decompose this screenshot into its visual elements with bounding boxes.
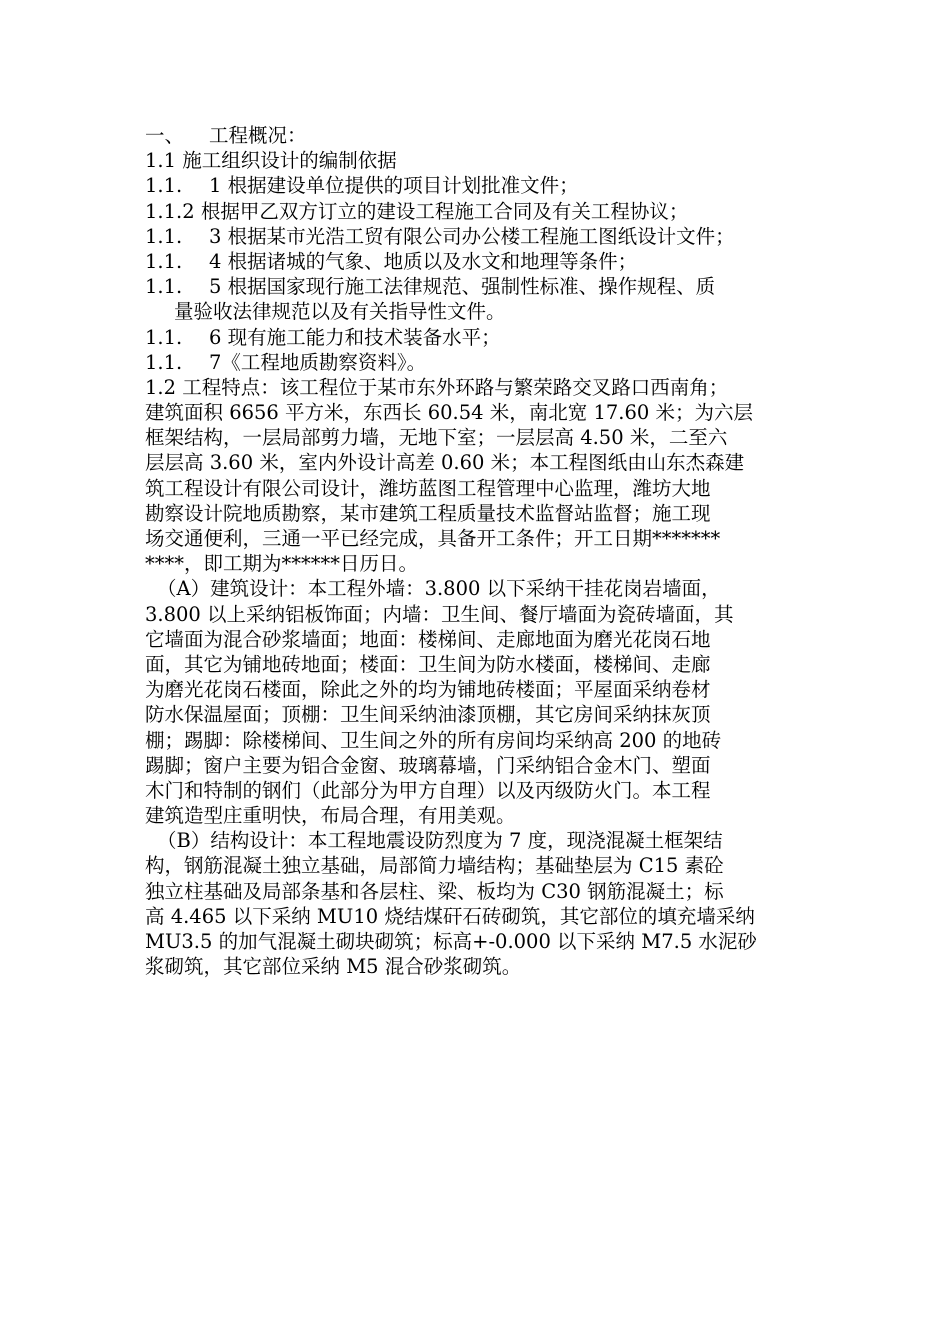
paragraph-architectural-design (145, 576, 810, 828)
paragraph-line: 浆砌筑，其它部位采纳 M5 混合砂浆砌筑。 (145, 955, 522, 979)
paragraph-line: 1.2 工程特点：该工程位于某市东外环路与繁荣路交叉路口西南角； (145, 375, 729, 399)
list-item (145, 199, 810, 224)
item-text: 4 根据诸城的气象、地质以及水文和地理等条件； (209, 249, 638, 273)
paragraph-line: 木门和特制的钢们（此部分为甲方自理）以及丙级防火门。本工程 (145, 778, 711, 802)
item-number: 1.1. (145, 249, 183, 273)
paragraph-line: 独立柱基础及局部条基和各层柱、梁、板均为 C30 钢筋混凝土；标 (145, 879, 724, 903)
heading-line (145, 123, 810, 148)
list-item (145, 249, 810, 274)
paragraph-line: 棚；踢脚：除楼梯间、卫生间之外的所有房间均采纳高 200 的地砖 (145, 728, 722, 752)
item-number: 1.1. (145, 275, 183, 299)
paragraph-line: 防水保温屋面；顶棚：卫生间采纳油漆顶棚，其它房间采纳抹灰顶 (145, 703, 711, 727)
paragraph-line: 高 4.465 以下采纳 MU10 烧结煤矸石砖砌筑，其它部位的填充墙采纳 (145, 904, 755, 928)
section-title: 1.1 施工组织设计的编制依据 (145, 149, 397, 173)
list-item (145, 274, 810, 299)
item-number: 1.1. (145, 174, 183, 198)
paragraph-line: 3.800 以上采纳铝板饰面；内墙：卫生间、餐厅墙面为瓷砖墙面，其 (145, 602, 734, 626)
paragraph-line: 建筑造型庄重明快，布局合理，有用美观。 (145, 804, 516, 828)
paragraph-line: 为磨光花岗石楼面，除此之外的均为铺地砖楼面；平屋面采纳卷材 (145, 678, 711, 702)
paragraph-project-features (145, 375, 810, 577)
paragraph-line: （B）结构设计：本工程地震设防烈度为 7 度，现浇混凝土框架结 (157, 829, 723, 853)
item-text: 5 根据国家现行施工法律规范、强制性标准、操作规程、质 (209, 275, 716, 299)
heading-number: 一、 (145, 124, 185, 147)
paragraph-line: 层层高 3.60 米，室内外设计高差 0.60 米；本工程图纸由山东杰森建 (145, 451, 745, 475)
paragraph-line: 面，其它为铺地砖地面；楼面：卫生间为防水楼面，楼梯间、走廊 (145, 652, 711, 676)
document-body (145, 123, 810, 979)
list-item (145, 224, 810, 249)
item-number: 1.1. (145, 350, 183, 374)
item-number: 1.1. (145, 325, 183, 349)
item-text: 1.1.2 根据甲乙双方订立的建设工程施工合同及有关工程协议； (145, 199, 689, 223)
paragraph-line: 构，钢筋混凝土独立基础，局部简力墙结构；基础垫层为 C15 素砼 (145, 854, 724, 878)
heading-text: 工程概况： (209, 124, 307, 147)
list-item-continuation: 量验收法律规范以及有关指导性文件。 (174, 300, 506, 324)
paragraph-line: ****，即工期为******日历日。 (145, 552, 419, 576)
paragraph-line: 筑工程设计有限公司设计，潍坊蓝图工程管理中心监理，潍坊大地 (145, 476, 711, 500)
paragraph-line: 场交通便利，三通一平已经完成，具备开工条件；开工日期******* (145, 527, 721, 550)
list-item (145, 173, 810, 198)
paragraph-line: （A）建筑设计：本工程外墙：3.800 以下采纳干挂花岗岩墙面， (157, 577, 721, 601)
item-number: 1.1. (145, 224, 183, 248)
item-text: 1 根据建设单位提供的项目计划批准文件； (209, 174, 579, 198)
item-text: 3 根据某市光浩工贸有限公司办公楼工程施工图纸设计文件； (209, 224, 735, 248)
list-item (145, 325, 810, 350)
paragraph-line: 建筑面积 6656 平方米，东西长 60.54 米，南北宽 17.60 米；为六层 (145, 401, 753, 425)
list-item (145, 350, 810, 375)
paragraph-line: 踢脚；窗户主要为铝合金窗、玻璃幕墙，门采纳铝合金木门、塑面 (145, 753, 711, 777)
paragraph-line: MU3.5 的加气混凝土砌块砌筑；标高+-0.000 以下采纳 M7.5 水泥砂 (145, 930, 757, 953)
item-text: 6 现有施工能力和技术装备水平； (209, 325, 501, 349)
paragraph-line: 它墙面为混合砂浆墙面；地面：楼梯间、走廊地面为磨光花岗石地 (145, 627, 711, 651)
item-text: 7《工程地质勘察资料》。 (209, 350, 427, 374)
paragraph-line: 勘察设计院地质勘察，某市建筑工程质量技术监督站监督；施工现 (145, 501, 711, 525)
paragraph-line: 框架结构，一层局部剪力墙，无地下室；一层层高 4.50 米，二至六 (145, 426, 728, 450)
paragraph-structural-design (145, 828, 810, 979)
